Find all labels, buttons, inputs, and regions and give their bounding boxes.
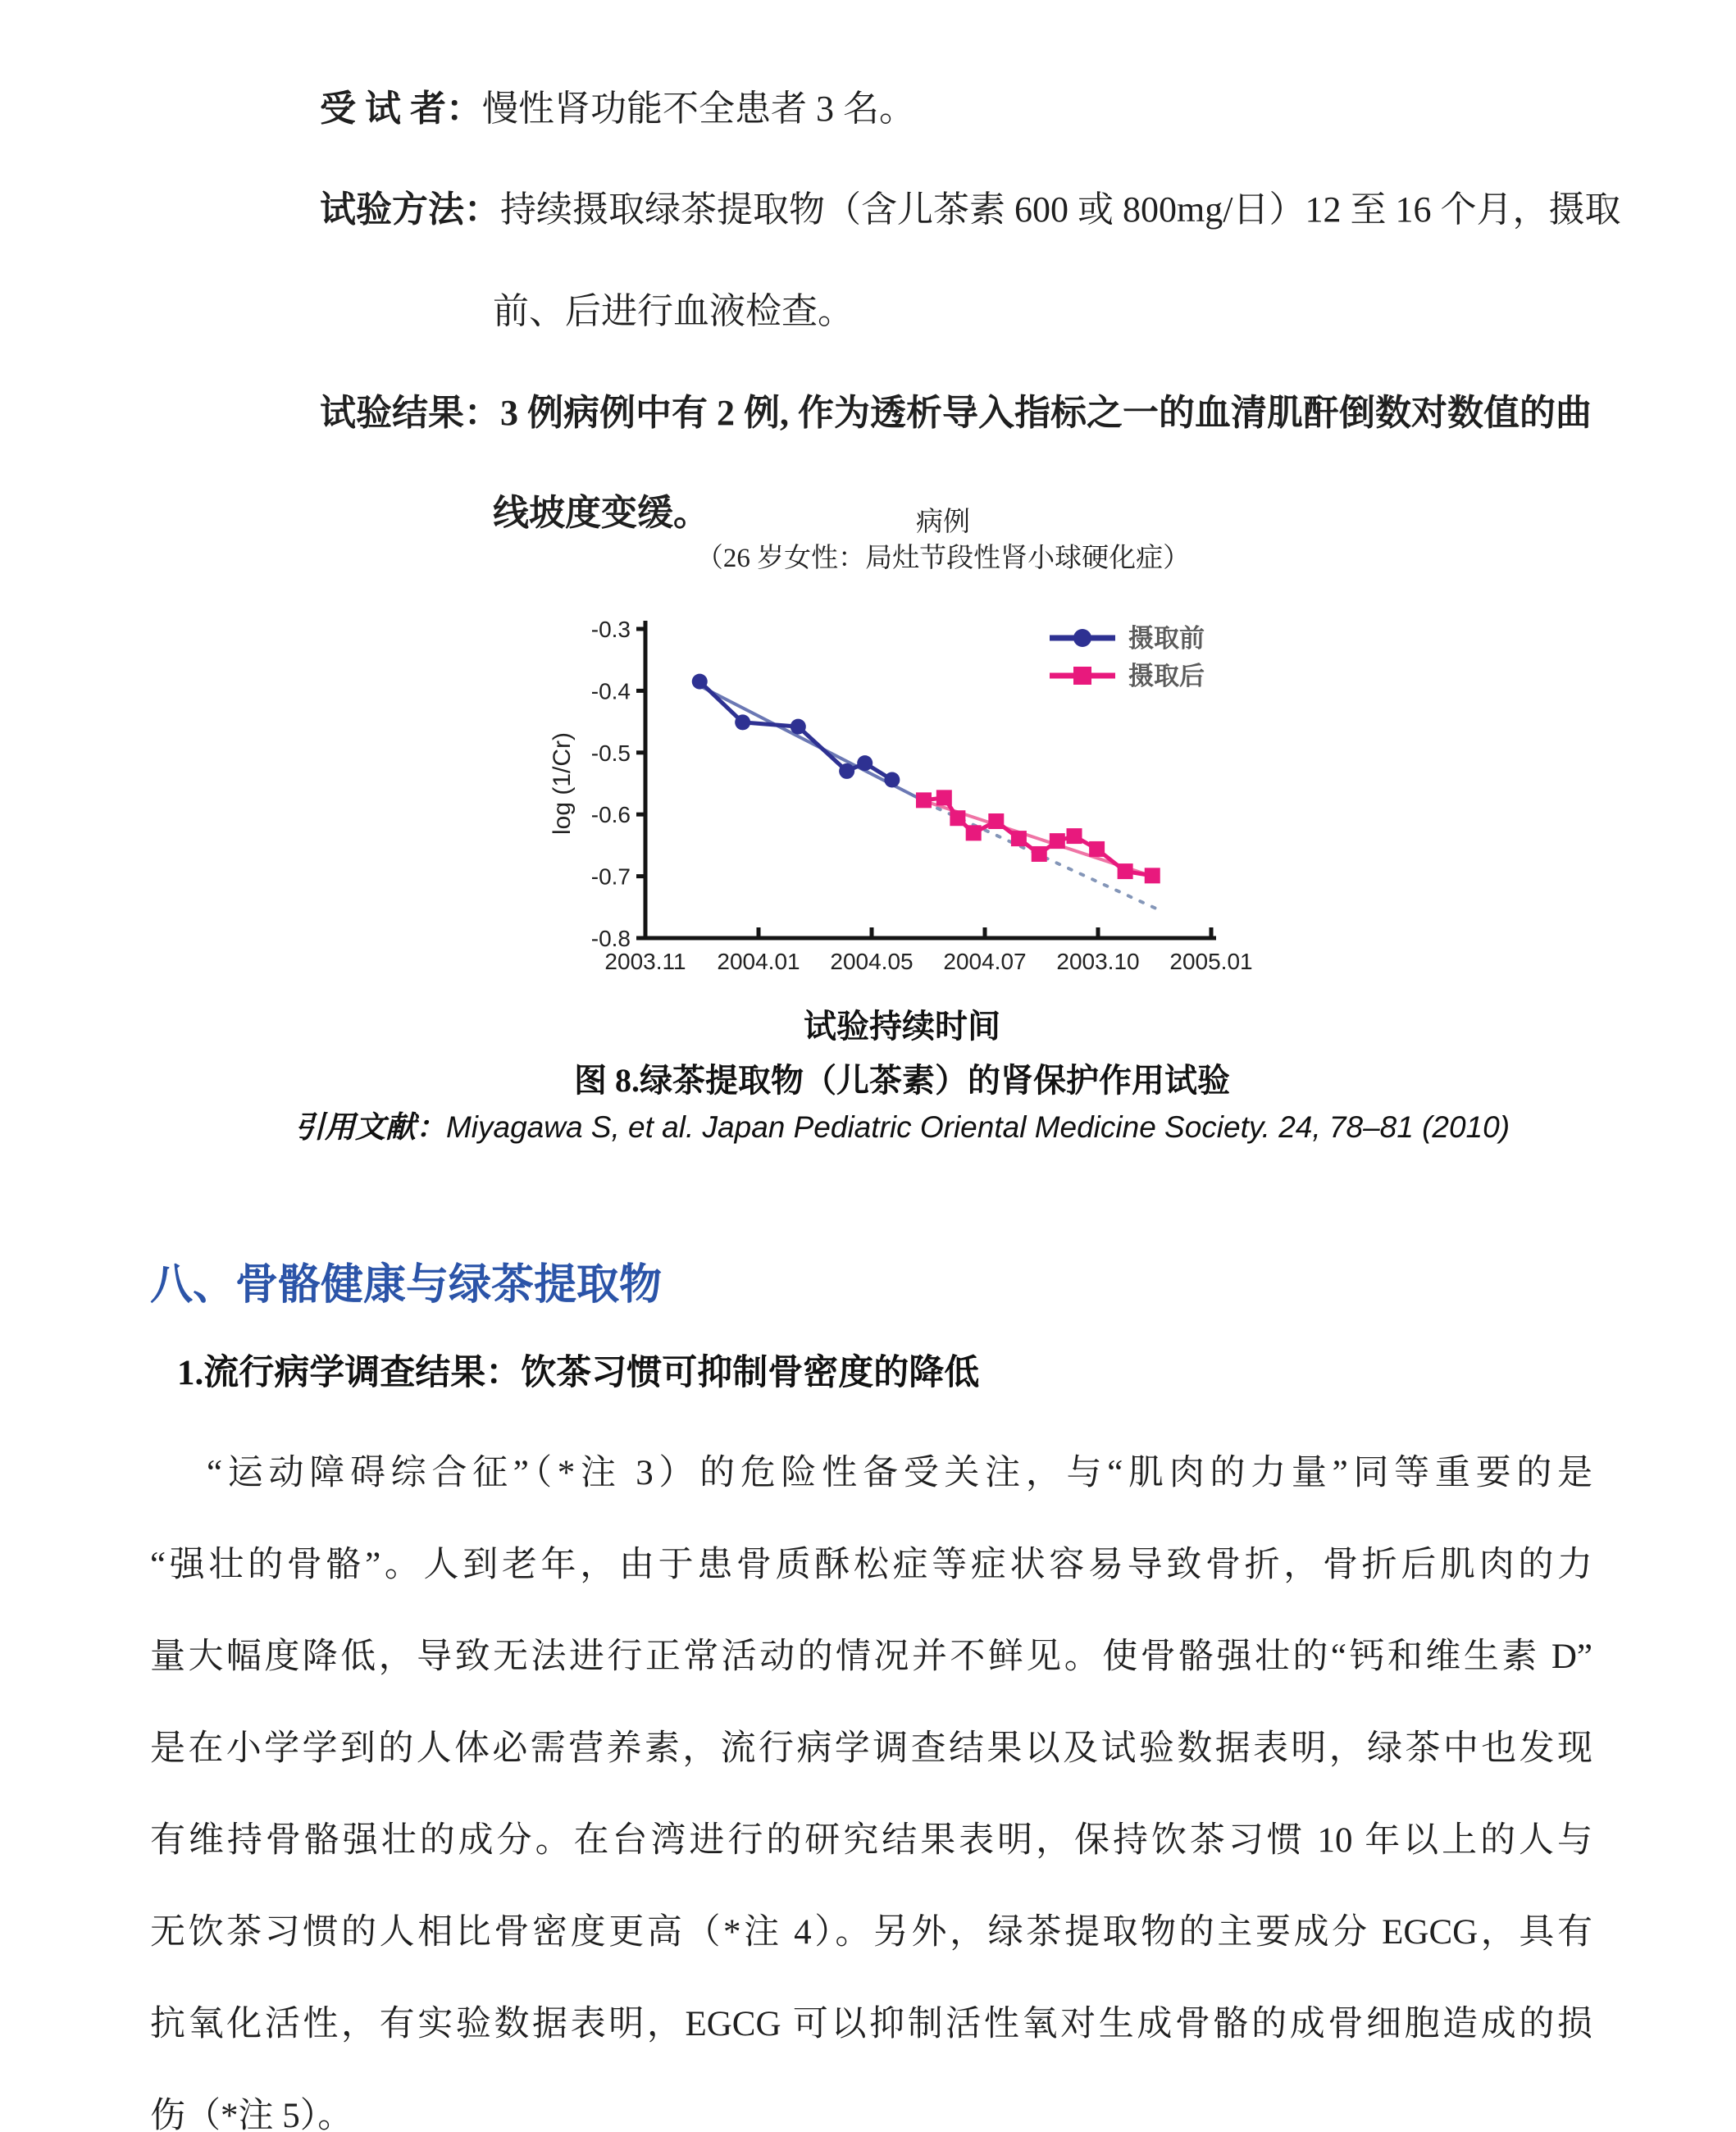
svg-text:-0.5: -0.5 [590, 740, 631, 766]
svg-text:-0.8: -0.8 [590, 926, 631, 951]
subjects-label: 受 试 者： [320, 89, 482, 129]
body-line: 伤（*注 5）。 [150, 2097, 353, 2132]
method-line-1 [320, 187, 1621, 232]
section-heading: 八、骨骼健康与绿茶提取物 [150, 1262, 663, 1309]
svg-text:2003.10: 2003.10 [1056, 949, 1140, 974]
citation-label: 引用文献： [294, 1111, 446, 1145]
method-text-2: 前、后进行血液检查。 [493, 291, 854, 331]
svg-text:2004.01: 2004.01 [717, 949, 800, 974]
figure-caption: 图 8.绿茶提取物（儿茶素）的肾保护作用试验 [574, 1062, 1230, 1099]
svg-text:摄取后: 摄取后 [1128, 662, 1205, 690]
svg-text:log (1/Cr): log (1/Cr) [549, 731, 576, 836]
kidney-protection-line-chart [525, 607, 1263, 1066]
body-line: 是在小学学到的人体必需营养素，流行病学调查结果以及试验数据表明，绿茶中也发现 [150, 1729, 1592, 1768]
figure-citation [115, 1102, 1689, 1146]
subjects-line [320, 86, 915, 131]
chart-title: 病例 [916, 508, 970, 537]
method-line-2 [493, 289, 854, 334]
svg-text:-0.7: -0.7 [590, 863, 631, 890]
method-text-1: 持续摄取绿茶提取物（含儿茶素 600 或 800mg/日）12 至 16 个月，摄取 [500, 189, 1621, 230]
svg-text:-0.4: -0.4 [590, 678, 631, 704]
result-text-1: 3 例病例中有 2 例, 作为透析导入指标之一的血清肌酐倒数对数值的曲 [500, 393, 1592, 433]
result-line-1 [320, 390, 1592, 435]
method-label: 试验方法： [320, 189, 500, 230]
svg-text:-0.3: -0.3 [590, 617, 631, 642]
body-line: “强壮的骨骼”。人到老年，由于患骨质酥松症等症状容易导致骨折，骨折后肌肉的力 [150, 1546, 1592, 1584]
svg-text:摄取前: 摄取前 [1128, 624, 1205, 653]
body-line: “运动障碍综合征”（*注 3）的危险性备受关注，与“肌肉的力量”同等重要的是 [207, 1454, 1592, 1492]
svg-text:2005.01: 2005.01 [1169, 949, 1253, 974]
result-text-2: 线坡度变缓。 [493, 493, 709, 533]
body-line: 有维持骨骼强壮的成分。在台湾进行的研究结果表明，保持饮茶习惯 10 年以上的人与 [150, 1821, 1592, 1860]
sub-heading: 1.流行病学调查结果：饮茶习惯可抑制骨密度的降低 [177, 1354, 980, 1392]
subjects-text: 慢性肾功能不全患者 3 名。 [482, 89, 915, 129]
chart-subtitle: （26 岁女性：局灶节段性肾小球硬化症） [695, 544, 1191, 573]
body-line: 无饮茶习惯的人相比骨密度更高（*注 4）。另外，绿茶提取物的主要成分 EGCG，具有 [150, 1913, 1592, 1952]
svg-text:-0.6: -0.6 [590, 802, 631, 828]
body-line: 量大幅度降低，导致无法进行正常活动的情况并不鲜见。使骨骼强壮的“钙和维生素 D” [150, 1638, 1592, 1676]
svg-text:2004.07: 2004.07 [943, 949, 1027, 974]
svg-text:2003.11: 2003.11 [604, 949, 686, 974]
x-axis-title: 试验持续时间 [804, 1008, 1000, 1045]
result-label: 试验结果： [320, 393, 500, 433]
citation-text: Miyagawa S, et al. Japan Pediatric Oriental Medicine Society. 24, 78–81 (2010) [445, 1110, 1510, 1144]
body-line: 抗氧化活性，有实验数据表明，EGCG 可以抑制活性氧对生成骨骼的成骨细胞造成的损 [150, 2005, 1592, 2043]
svg-text:2004.05: 2004.05 [830, 949, 914, 974]
